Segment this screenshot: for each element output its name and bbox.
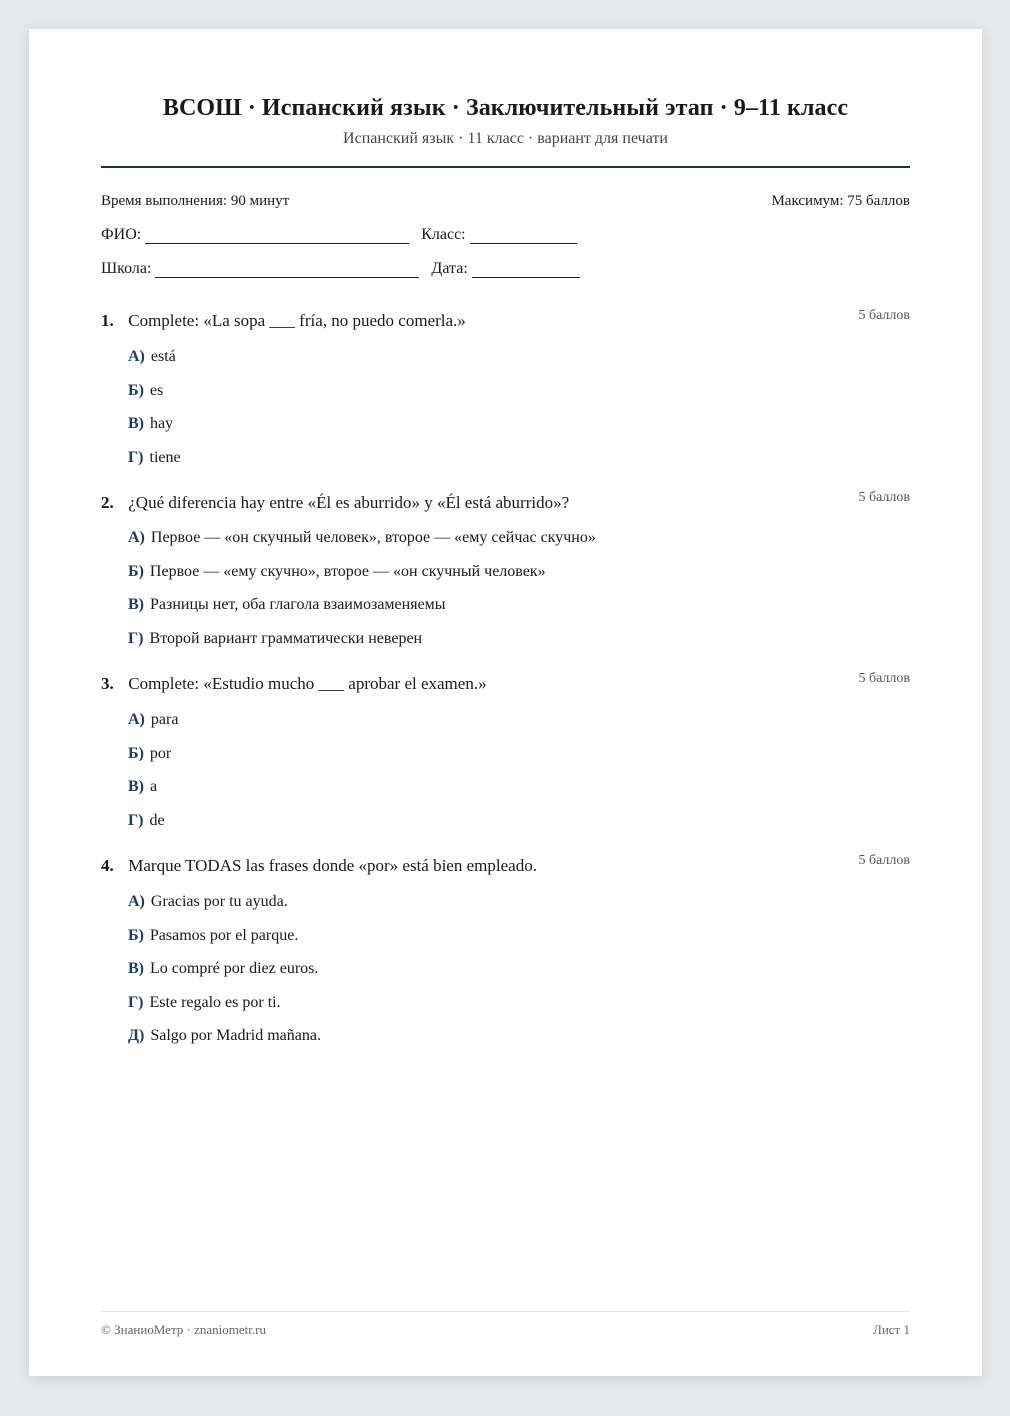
option-text: Pasamos por el parque. [149, 926, 299, 944]
option-letter: В) [128, 596, 144, 614]
option-letter: Б) [128, 381, 144, 399]
answer-option[interactable] [128, 448, 910, 482]
option-letter: Д) [128, 1027, 145, 1045]
time-limit: Время выполнения: 90 минут [101, 193, 290, 209]
question-header [101, 490, 910, 517]
option-letter: Г) [128, 811, 144, 829]
option-letter: Г) [128, 629, 144, 647]
footer-divider [101, 1311, 910, 1312]
question-points: 5 баллов [858, 671, 910, 686]
option-text: Este regalo es por ti. [149, 993, 281, 1011]
question-header [101, 671, 910, 698]
question-text: ¿Qué diferencia hay entre «Él es aburrido» y «Él está aburrido»? [128, 493, 570, 512]
option-text: Разницы нет, оба глагола взаимозаменяемы [150, 596, 446, 614]
answer-option[interactable] [128, 710, 910, 744]
option-text: Lo compré por diez euros. [150, 960, 319, 978]
question-text: Complete: «Estudio mucho ___ aprobar el examen.» [128, 674, 487, 693]
question-number: 4. [101, 856, 114, 875]
option-letter: А) [128, 348, 145, 365]
answer-option[interactable] [128, 528, 910, 562]
option-letter: Г) [128, 448, 144, 466]
option-letter: В) [128, 415, 144, 433]
date-field[interactable] [472, 259, 580, 278]
option-text: de [149, 811, 165, 829]
option-letter: Б) [128, 562, 144, 580]
answer-option[interactable] [128, 993, 910, 1027]
class-field[interactable] [470, 225, 577, 244]
option-text: Gracias por tu ayuda. [150, 893, 288, 910]
page-subtitle: Испанский язык · 11 класс · вариант для печати [343, 130, 668, 147]
question-number: 2. [101, 493, 114, 512]
answer-option[interactable] [128, 892, 910, 926]
answer-option[interactable] [128, 959, 910, 993]
page-title: ВСОШ · Испанский язык · Заключительный этап · 9–11 класс [162, 95, 849, 121]
option-letter: В) [128, 960, 144, 978]
page-sheet [29, 29, 982, 1376]
school-label: Школа: [101, 260, 152, 277]
max-score: Максимум: 75 баллов [771, 193, 910, 209]
school-field[interactable] [155, 259, 419, 278]
meta-row [101, 193, 910, 210]
question-text: Complete: «La sopa ___ fría, no puedo comerla.» [128, 311, 466, 330]
answer-option[interactable] [128, 926, 910, 960]
question-header [101, 308, 910, 335]
fio-class-row [101, 225, 577, 244]
answer-option[interactable] [128, 811, 910, 845]
option-text: Salgo por Madrid mañana. [150, 1027, 321, 1045]
option-text: Первое — «ему скучно», второе — «он скучный человек» [149, 562, 546, 580]
question-points: 5 баллов [858, 308, 910, 323]
date-label: Дата: [431, 260, 468, 277]
option-text: a [150, 778, 158, 796]
question-text: Marque TODAS las frases donde «por» está bien empleado. [128, 856, 537, 875]
option-text: tiene [149, 448, 181, 466]
answer-option[interactable] [128, 1026, 910, 1060]
option-text: por [149, 744, 172, 762]
fio-label: ФИО: [101, 226, 142, 243]
option-letter: Б) [128, 744, 144, 762]
option-letter: Г) [128, 993, 144, 1011]
option-text: está [150, 348, 176, 365]
question-header [101, 853, 910, 880]
class-label: Класс: [421, 226, 466, 243]
answer-option[interactable] [128, 381, 910, 415]
answer-option[interactable] [128, 595, 910, 629]
answer-option[interactable] [128, 414, 910, 448]
question-points: 5 баллов [858, 490, 910, 505]
question-2 [101, 490, 910, 662]
footer-copyright: © ЗнаниоМетр · znaniometr.ru [101, 1322, 266, 1337]
question-1 [101, 308, 910, 481]
question-3 [101, 671, 910, 844]
option-letter: А) [128, 529, 145, 546]
option-letter: А) [128, 711, 145, 728]
answer-option[interactable] [128, 562, 910, 596]
school-date-row [101, 259, 580, 278]
question-points: 5 баллов [858, 853, 910, 868]
option-letter: А) [128, 893, 145, 910]
option-text: Второй вариант грамматически неверен [149, 629, 423, 647]
question-number: 1. [101, 311, 114, 330]
answer-option[interactable] [128, 777, 910, 811]
option-letter: Б) [128, 926, 144, 944]
option-text: es [149, 381, 164, 399]
option-text: hay [150, 415, 174, 433]
answer-option[interactable] [128, 347, 910, 381]
fio-field[interactable] [145, 225, 409, 244]
answer-option[interactable] [128, 744, 910, 778]
page-footer [101, 1322, 910, 1338]
page-number: Лист 1 [873, 1322, 910, 1337]
question-number: 3. [101, 674, 114, 693]
header-divider [101, 166, 910, 168]
option-letter: В) [128, 778, 144, 796]
option-text: para [150, 711, 179, 728]
question-4 [101, 853, 910, 1060]
option-text: Первое — «он скучный человек», второе — «ему сейчас скучно» [150, 529, 596, 546]
answer-option[interactable] [128, 629, 910, 663]
